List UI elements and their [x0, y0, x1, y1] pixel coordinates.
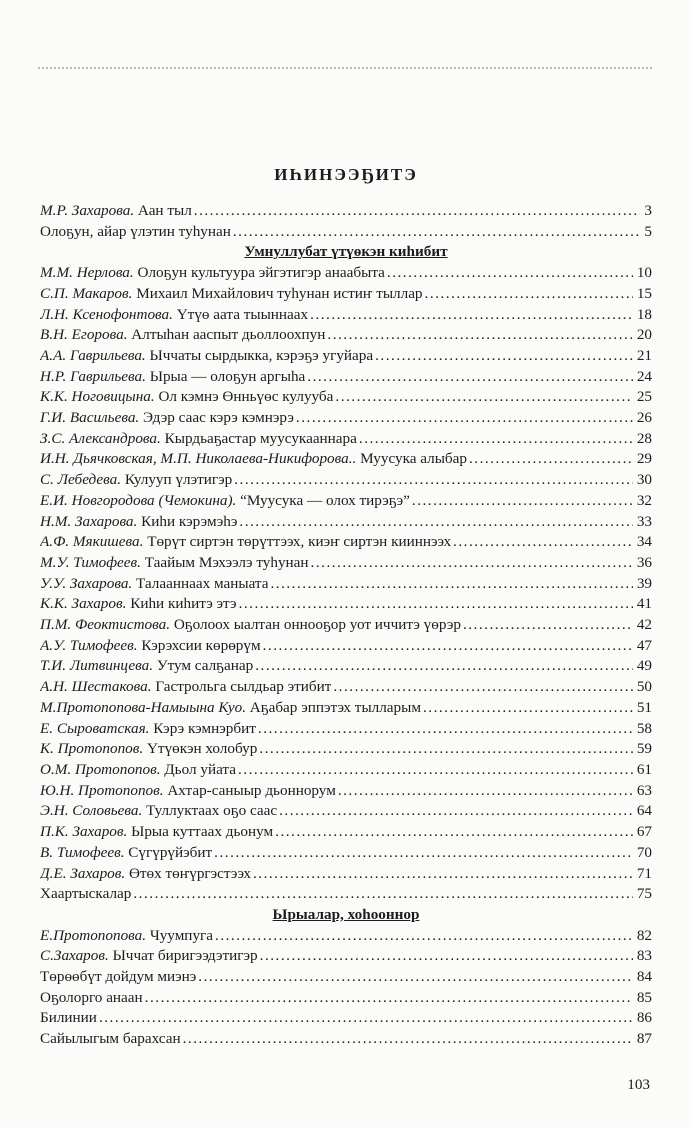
toc-entry: [40, 946, 652, 967]
toc-entry: [40, 801, 652, 822]
toc-entry: [40, 988, 652, 1009]
entry-text: [40, 325, 325, 346]
entry-text: [40, 594, 237, 615]
dot-leader: [275, 822, 633, 843]
entry-page-number: 70: [636, 843, 652, 861]
entry-author: С.Захаров.: [40, 947, 113, 965]
entry-page-number: 34: [636, 533, 652, 551]
toc-entry: [40, 967, 652, 988]
page-number: 103: [627, 1076, 650, 1093]
toc-entry: [40, 367, 652, 388]
entry-page-number: 67: [636, 823, 652, 841]
entry-page-number: 85: [636, 988, 652, 1006]
entry-author: Е. Сыроватская.: [40, 719, 154, 737]
entry-text: [40, 967, 196, 988]
entry-title: Аан тыл: [137, 202, 192, 219]
section-header: Умнуллубат үтүөкэн киһибит: [244, 243, 448, 261]
entry-page-number: 50: [636, 678, 652, 696]
entry-text: [40, 739, 257, 760]
entry-text: [40, 574, 268, 595]
dot-leader: [194, 201, 641, 222]
entry-page-number: 83: [636, 947, 652, 965]
entry-text: [40, 429, 357, 450]
dot-leader: [423, 698, 633, 719]
toc-entry: [40, 305, 652, 326]
entry-author: М.Р. Захарова.: [40, 202, 138, 219]
dot-leader: [279, 801, 633, 822]
entry-title: Михаил Михайлович туһунан истиҥ тыллар: [136, 284, 423, 302]
entry-author: П.К. Захаров.: [40, 823, 132, 841]
entry-text: [40, 284, 423, 305]
toc-entry: [40, 594, 652, 615]
entry-page-number: 29: [636, 450, 652, 468]
entry-text: [40, 222, 231, 243]
dot-leader: [259, 739, 633, 760]
toc-entry: [40, 739, 652, 760]
entry-author: И.Н. Дьячковская, М.П. Николаева-Никифорова..: [40, 450, 361, 468]
entry-text: [40, 801, 277, 822]
dot-leader: [359, 429, 633, 450]
entry-page-number: 87: [636, 1030, 652, 1048]
entry-author: В. Тимофеев.: [40, 843, 129, 861]
entry-text: [40, 408, 294, 429]
toc-entry: [40, 822, 652, 843]
dot-leader: [327, 325, 632, 346]
entry-page-number: 28: [636, 429, 652, 447]
entry-text: [40, 1029, 181, 1050]
entry-title: Алтыһан ааспыт дьоллоохпун: [131, 326, 326, 344]
entry-text: [40, 884, 131, 905]
entry-page-number: 36: [636, 553, 652, 571]
entry-title: Оҕолоох ыалтан оннооҕор уот иччитэ үөрэр: [173, 616, 461, 634]
dot-leader: [311, 553, 633, 574]
toc-entry: [40, 615, 652, 636]
entry-text: [40, 367, 305, 388]
dot-leader: [296, 408, 633, 429]
section-header: Ырыалар, хоһооннор: [272, 905, 420, 923]
toc-entry: [40, 698, 652, 719]
entry-page-number: 47: [636, 636, 652, 654]
dot-leader: [335, 387, 632, 408]
entry-author: А.Н. Шестакова.: [40, 678, 156, 696]
entry-page-number: 15: [636, 284, 652, 302]
entry-page-number: 30: [636, 471, 652, 489]
entry-title: Кырдьаҕастар муусукааннара: [164, 429, 357, 447]
entry-text: [40, 843, 212, 864]
entry-title: Төрүт сиртэн төрүттээх, киэҥ сиртэн кииннээх: [147, 533, 452, 551]
entry-text: [40, 988, 143, 1009]
entry-author: О.М. Протопопов.: [40, 760, 165, 778]
entry-page-number: 21: [636, 346, 652, 364]
entry-title: Дьол уйата: [164, 760, 236, 778]
entry-text: [40, 760, 236, 781]
entry-author: С.П. Макаров.: [40, 284, 137, 302]
entry-title: “Муусука — олох тирэҕэ”: [240, 491, 410, 509]
entry-title: Талааннаах маныата: [136, 574, 269, 592]
entry-page-number: 41: [636, 595, 652, 613]
dot-leader: [99, 1008, 633, 1029]
dot-leader: [338, 781, 633, 802]
entry-author: Э.Н. Соловьева.: [40, 802, 147, 820]
page-title: ИҺИНЭЭҔИТЭ: [274, 165, 418, 184]
entry-author: Ю.Н. Протопопов.: [40, 781, 168, 799]
toc-entry: [40, 408, 652, 429]
dot-leader: [214, 843, 633, 864]
entry-page-number: 49: [636, 657, 652, 675]
toc-entry: [40, 470, 652, 491]
entry-text: [40, 532, 451, 553]
entry-text: [40, 553, 309, 574]
table-of-contents: [40, 201, 652, 1050]
entry-author: М.Протопопова-Намыына Куо.: [40, 698, 250, 716]
dot-leader: [145, 988, 633, 1009]
entry-author: П.М. Феоктистова.: [40, 616, 174, 634]
entry-title: Оҕолорго анаан: [40, 988, 143, 1006]
entry-title: Хаартыскалар: [40, 885, 132, 903]
dot-leader: [198, 967, 633, 988]
entry-page-number: 25: [636, 388, 652, 406]
toc-entry: [40, 512, 652, 533]
entry-title: Утум салҕанар: [156, 657, 254, 675]
entry-title: Кэрэ кэмнэрбит: [153, 719, 256, 737]
toc-entry: [40, 429, 652, 450]
toc-entry: [40, 449, 652, 470]
entry-title: Муусука алыбар: [360, 450, 467, 468]
dot-leader: [239, 512, 632, 533]
dot-leader: [263, 636, 633, 657]
entry-author: Е.Протопопова.: [40, 926, 150, 944]
entry-title: Гастрольга сылдьар этибит: [155, 678, 332, 696]
entry-text: [40, 387, 333, 408]
entry-author: А.Ф. Мякишева.: [40, 533, 148, 551]
toc-entry: [40, 284, 652, 305]
toc-entry: [40, 1008, 652, 1029]
entry-title: Кулууп үлэтигэр: [124, 471, 233, 489]
entry-title: Киһи киһитэ этэ: [130, 595, 237, 613]
dot-leader: [333, 677, 632, 698]
dot-leader: [260, 946, 633, 967]
entry-page-number: 32: [636, 491, 652, 509]
entry-title: Үтүөкэн холобур: [146, 740, 258, 758]
entry-page-number: 71: [636, 864, 652, 882]
dot-leader: [387, 263, 633, 284]
entry-page-number: 51: [636, 698, 652, 716]
entry-title: Кэрэхсии көрөрүм: [141, 636, 261, 654]
entry-text: [40, 201, 192, 222]
dot-leader: [238, 760, 633, 781]
entry-text: [40, 1008, 97, 1029]
entry-page-number: 24: [636, 367, 652, 385]
entry-title: Эдэр саас кэрэ кэмнэрэ: [143, 409, 294, 427]
entry-title: Аҕабар эппэтэх тылларым: [249, 698, 421, 716]
dot-leader: [258, 719, 633, 740]
entry-text: [40, 346, 373, 367]
entry-page-number: 18: [636, 305, 652, 323]
entry-title: Ырыа куттаах дьонум: [131, 823, 274, 841]
entry-title: Ахтар-саныыр дьоннорум: [167, 781, 336, 799]
toc-entry: [40, 325, 652, 346]
entry-text: [40, 263, 385, 284]
toc-entry: [40, 636, 652, 657]
entry-page-number: 33: [636, 512, 652, 530]
entry-text: [40, 946, 258, 967]
toc-entry: [40, 574, 652, 595]
entry-title: Билинии: [40, 1009, 97, 1027]
toc-entry: [40, 677, 652, 698]
entry-author: Л.Н. Ксенофонтова.: [40, 305, 177, 323]
toc-entry: [40, 926, 652, 947]
toc-entry: [40, 263, 652, 284]
entry-title: Үтүө аата тыыннаах: [176, 305, 309, 323]
dot-leader: [215, 926, 633, 947]
dot-leader: [425, 284, 633, 305]
dot-leader: [255, 656, 633, 677]
entry-author: А.А. Гаврильева.: [40, 346, 150, 364]
toc-entry: [40, 781, 652, 802]
toc-entry: [40, 843, 652, 864]
entry-page-number: 84: [636, 968, 652, 986]
entry-author: К.К. Захаров.: [40, 595, 131, 613]
entry-text: [40, 677, 331, 698]
toc-entry: [40, 656, 652, 677]
entry-page-number: 20: [636, 326, 652, 344]
entry-text: [40, 926, 213, 947]
entry-title: Киһи кэрэмэһэ: [141, 512, 238, 530]
dot-leader: [412, 491, 633, 512]
toc-entry: [40, 864, 652, 885]
entry-author: Е.И. Новгородова (Чемокина).: [40, 491, 241, 509]
entry-author: Г.И. Васильева.: [40, 409, 144, 427]
entry-author: К.К. Ноговицына.: [40, 388, 159, 406]
entry-text: [40, 698, 421, 719]
entry-text: [40, 449, 467, 470]
entry-page-number: 42: [636, 616, 652, 634]
entry-text: [40, 636, 261, 657]
entry-title: Туллуктаах оҕо саас: [146, 802, 278, 820]
dot-leader: [307, 367, 633, 388]
entry-title: Ырыа — олоҕун аргыһа: [149, 367, 306, 385]
entry-title: Олоҕун культуура эйгэтигэр анаабыта: [137, 264, 385, 282]
toc-entry: [40, 553, 652, 574]
entry-page-number: 63: [636, 781, 652, 799]
toc-entry: [40, 201, 652, 222]
dot-leader: [270, 574, 632, 595]
entry-text: [40, 781, 336, 802]
dot-leader: [239, 594, 633, 615]
entry-page-number: 75: [636, 885, 652, 903]
toc-entry: [40, 491, 652, 512]
entry-text: [40, 822, 273, 843]
entry-author: З.С. Александрова.: [40, 429, 165, 447]
entry-title: Ыччат биригээдэтигэр: [112, 947, 258, 965]
entry-page-number: 59: [636, 740, 652, 758]
entry-page-number: 82: [636, 926, 652, 944]
entry-page-number: 26: [636, 409, 652, 427]
toc-entry: [40, 719, 652, 740]
entry-author: Д.Е. Захаров.: [40, 864, 129, 882]
entry-text: [40, 719, 256, 740]
entry-page-number: 86: [636, 1009, 652, 1027]
entry-page-number: 64: [636, 802, 652, 820]
dot-leader: [233, 222, 641, 243]
entry-author: М.У. Тимофеев.: [40, 553, 145, 571]
entry-title: Олоҕун, айар үлэтин туһунан: [40, 222, 231, 240]
toc-entry: [40, 222, 652, 243]
dot-leader: [453, 532, 633, 553]
entry-text: [40, 512, 237, 533]
entry-text: [40, 864, 251, 885]
entry-page-number: 10: [636, 264, 652, 282]
entry-title: Төрөөбүт дойдум миэнэ: [40, 968, 197, 986]
entry-text: [40, 615, 461, 636]
entry-author: К. Протопопов.: [40, 740, 147, 758]
entry-author: В.Н. Егорова.: [40, 326, 132, 344]
entry-title: Сүгүрүйэбит: [128, 843, 213, 861]
entry-title: Ол кэмнэ Өнньүөс кулууба: [158, 388, 334, 406]
entry-author: Н.Р. Гаврильева.: [40, 367, 150, 385]
entry-page-number: 5: [644, 222, 652, 240]
toc-entry: [40, 760, 652, 781]
entry-author: Т.И. Литвинцева.: [40, 657, 157, 675]
entry-page-number: 61: [636, 760, 652, 778]
entry-title: Ыччаты сырдыкка, кэрэҕэ угуйара: [149, 346, 374, 364]
header-rule: [38, 67, 652, 69]
entry-author: У.У. Захарова.: [40, 574, 137, 592]
dot-leader: [234, 470, 633, 491]
entry-author: А.У. Тимофеев.: [40, 636, 142, 654]
toc-entry: [40, 532, 652, 553]
dot-leader: [469, 449, 633, 470]
toc-entry: [40, 884, 652, 905]
entry-text: [40, 470, 232, 491]
dot-leader: [310, 305, 633, 326]
entry-page-number: 58: [636, 719, 652, 737]
entry-page-number: 39: [636, 574, 652, 592]
dot-leader: [183, 1029, 633, 1050]
toc-entry: [40, 346, 652, 367]
entry-text: [40, 491, 410, 512]
entry-text: [40, 656, 253, 677]
entry-title: Чуумпуга: [149, 926, 214, 944]
entry-page-number: 3: [644, 202, 652, 219]
dot-leader: [133, 884, 632, 905]
toc-entry: [40, 387, 652, 408]
entry-title: Таайым Мэхээлэ туһунан: [144, 553, 309, 571]
dot-leader: [375, 346, 633, 367]
entry-author: С. Лебедева.: [40, 471, 125, 489]
entry-text: [40, 305, 308, 326]
dot-leader: [463, 615, 633, 636]
entry-title: Сайылыгым барахсан: [40, 1030, 181, 1048]
toc-entry: [40, 1029, 652, 1050]
dot-leader: [253, 864, 633, 885]
entry-author: М.М. Нерлова.: [40, 264, 138, 282]
entry-title: Өтөх төҥүргэстээх: [128, 864, 251, 882]
entry-author: Н.М. Захарова.: [40, 512, 142, 530]
